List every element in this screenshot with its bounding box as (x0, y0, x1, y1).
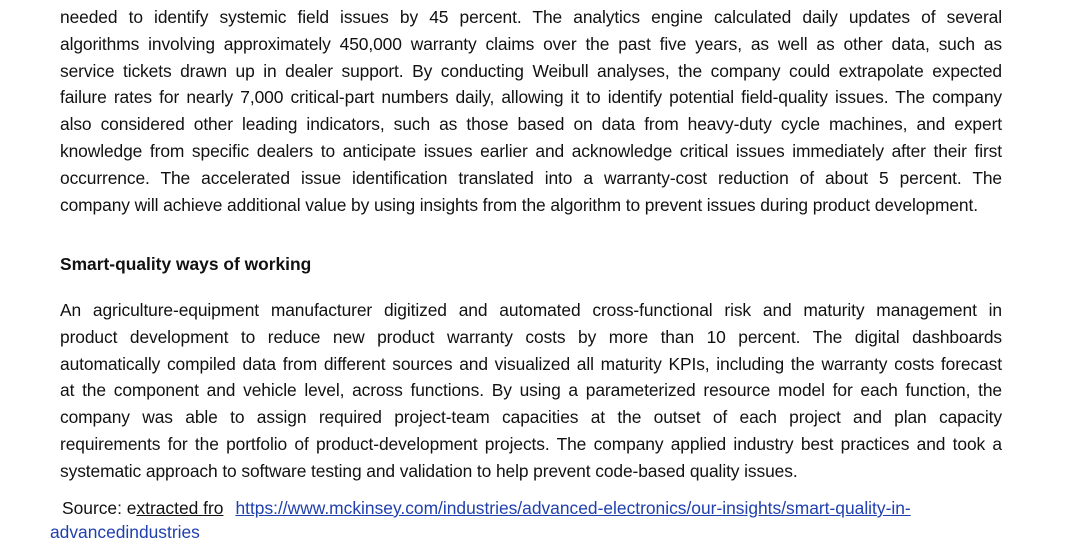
paragraph-line: occurrence. The accelerated issue identification translated into a warranty-cost reduction of about 5 percent. The (60, 167, 1002, 188)
paragraph-line: at the component and vehicle level, across functions. By using a parameterized resource model for each function, the (60, 380, 1002, 401)
paragraph-warranty-analytics (60, 4, 1002, 218)
paragraph-line: systematic approach to software testing and validation to help prevent code-based quality issues. (60, 460, 798, 481)
paragraph-line: knowledge from specific dealers to anticipate issues earlier and acknowledge critical issues immediately after their first (60, 140, 1002, 161)
paragraph-line: automatically compiled data from different sources and visualized all maturity KPIs, including the warranty costs forecast (60, 353, 1002, 374)
paragraph-line: needed to identify systemic field issues by 45 percent. The analytics engine calculated daily updates of several (60, 7, 1002, 27)
paragraph-line: company will achieve additional value by using insights from the algorithm to prevent issues during product development. (60, 194, 978, 215)
paragraph-line: service tickets drawn up in dealer support. By conducting Weibull analyses, the company could extrapolate expected (60, 60, 1002, 81)
paragraph-line: company was able to assign required project-team capacities at the outset of each project and plan capacity (60, 407, 1002, 428)
source-citation (50, 496, 962, 544)
paragraph-line: product development to reduce new product warranty costs by more than 10 percent. The digital dashboards (60, 326, 1002, 347)
source-link-part2[interactable]: advancedindustries (50, 522, 200, 542)
paragraph-line: also considered other leading indicators, such as those based on data from heavy-duty cycle machines, and expert (60, 114, 1002, 135)
document-page (50, 4, 1002, 542)
source-link-part1[interactable]: https://www.mckinsey.com/industries/advanced-electronics/our-insights/smart-quality-in- (235, 498, 911, 518)
paragraph-smart-quality (60, 297, 1002, 485)
paragraph-line: An agriculture-equipment manufacturer digitized and automated cross-functional risk and maturity management in (60, 300, 1002, 320)
source-label-underlined: xtracted fro (136, 498, 224, 518)
source-label: Source: e (62, 498, 137, 518)
section-heading: Smart-quality ways of working (60, 254, 312, 274)
paragraph-line: failure rates for nearly 7,000 critical-part numbers daily, allowing it to identify potential field-quality issues. The company (60, 87, 1002, 108)
paragraph-line: algorithms involving approximately 450,000 warranty claims over the past five years, as well as other data, such as (60, 33, 1002, 54)
paragraph-line: requirements for the portfolio of product-development projects. The company applied industry best practices and took a (60, 433, 1002, 454)
